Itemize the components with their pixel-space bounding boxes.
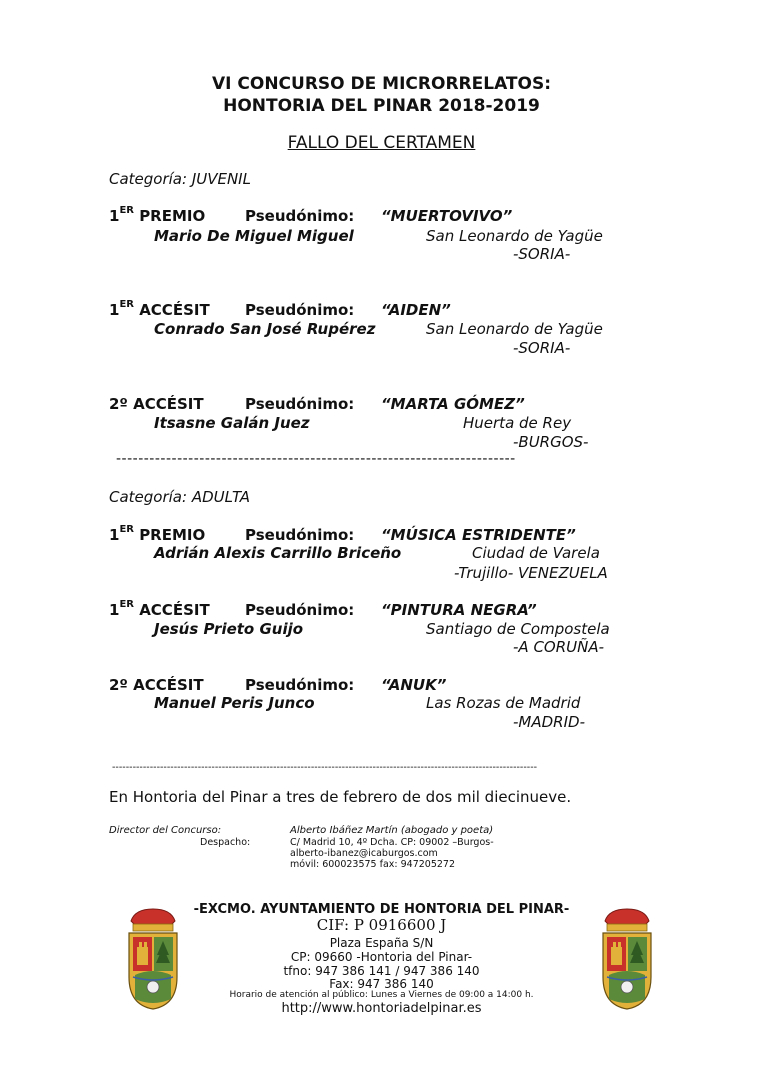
- pseudonym-label: Pseudónimo:: [245, 601, 355, 619]
- pseudonym: “MÚSICA ESTRIDENTE”: [381, 526, 576, 544]
- director-email: alberto-ibanez@icaburgos.com: [290, 848, 438, 859]
- footer-cp: CP: 09660 -Hontoria del Pinar-: [290, 950, 473, 964]
- footer-cif: CIF: P 0916600 J: [316, 916, 447, 934]
- category-adulta: Categoría: ADULTA: [109, 488, 250, 506]
- director-label: Director del Concurso:: [109, 825, 222, 836]
- footer-title: -EXCMO. AYUNTAMIENTO DE HONTORIA DEL PINAR-: [193, 902, 570, 917]
- prize-label: 2º ACCÉSIT: [109, 395, 204, 413]
- winner-town: San Leonardo de Yagüe: [426, 227, 603, 245]
- pseudonym-label: Pseudónimo:: [245, 207, 355, 225]
- pseudonym: “ANUK”: [381, 676, 447, 694]
- pseudonym: “MARTA GÓMEZ”: [381, 395, 525, 413]
- closing-statement: En Hontoria del Pinar a tres de febrero de dos mil diecinueve.: [109, 788, 572, 806]
- director-address: C/ Madrid 10, 4º Dcha. CP: 09002 –Burgos-: [290, 837, 494, 848]
- footer-address: Plaza España S/N: [329, 936, 434, 950]
- prize-label: 1ER ACCÉSIT: [109, 299, 210, 319]
- prize-label: 2º ACCÉSIT: [109, 676, 204, 694]
- winner-province: -MADRID-: [513, 713, 585, 731]
- fallo-heading: FALLO DEL CERTAMEN: [287, 133, 476, 153]
- pseudonym-label: Pseudónimo:: [245, 301, 355, 319]
- footer-phones: tfno: 947 386 141 / 947 386 140: [283, 964, 480, 978]
- title-line-2: HONTORIA DEL PINAR 2018-2019: [223, 96, 540, 116]
- winner-town: San Leonardo de Yagüe: [426, 320, 603, 338]
- winner-town: Huerta de Rey: [463, 414, 572, 432]
- winner-province: -Trujillo- VENEZUELA: [454, 564, 608, 582]
- footer-hours: Horario de atención al público: Lunes a Viernes de 09:00 a 14:00 h.: [229, 990, 534, 1000]
- winner-name: Adrián Alexis Carrillo Briceño: [154, 544, 402, 562]
- footer-fax: Fax: 947 386 140: [329, 977, 434, 991]
- title-line-1: VI CONCURSO DE MICRORRELATOS:: [212, 74, 551, 94]
- winner-name: Conrado San José Rupérez: [154, 320, 376, 338]
- winner-name: Mario De Miguel Miguel: [154, 227, 354, 245]
- winner-province: -SORIA-: [513, 245, 571, 263]
- winner-town: Ciudad de Varela: [472, 544, 600, 562]
- separator-dashes: ----------------------------------------------------------------------------------------------------------------------------: [112, 762, 538, 773]
- pseudonym: “PINTURA NEGRA”: [381, 601, 537, 619]
- winner-province: -A CORUÑA-: [513, 638, 605, 656]
- despacho-label: Despacho:: [200, 837, 251, 848]
- prize-label: 1ER PREMIO: [109, 205, 206, 225]
- pseudonym-label: Pseudónimo:: [245, 676, 355, 694]
- footer-url-link[interactable]: http://www.hontoriadelpinar.es: [281, 1001, 482, 1016]
- prize-label: 1ER PREMIO: [109, 524, 206, 544]
- coat-of-arms-icon: [123, 907, 183, 1011]
- separator-dashes: ------------------------------------------------------------------------: [116, 451, 516, 467]
- pseudonym: “AIDEN”: [381, 301, 451, 319]
- winner-name: Manuel Peris Junco: [154, 694, 315, 712]
- director-name: Alberto Ibáñez Martín (abogado y poeta): [290, 825, 494, 836]
- coat-of-arms-icon: [597, 907, 657, 1011]
- winner-province: -SORIA-: [513, 339, 571, 357]
- category-juvenil: Categoría: JUVENIL: [109, 170, 251, 188]
- winner-name: Itsasne Galán Juez: [154, 414, 310, 432]
- prize-label: 1ER ACCÉSIT: [109, 599, 210, 619]
- winner-name: Jesús Prieto Guijo: [154, 620, 304, 638]
- pseudonym-label: Pseudónimo:: [245, 526, 355, 544]
- pseudonym-label: Pseudónimo:: [245, 395, 355, 413]
- director-phones: móvil: 600023575 fax: 947205272: [290, 859, 456, 870]
- winner-town: Las Rozas de Madrid: [426, 694, 581, 712]
- winner-province: -BURGOS-: [513, 433, 589, 451]
- winner-town: Santiago de Compostela: [426, 620, 610, 638]
- pseudonym: “MUERTOVIVO”: [381, 207, 513, 225]
